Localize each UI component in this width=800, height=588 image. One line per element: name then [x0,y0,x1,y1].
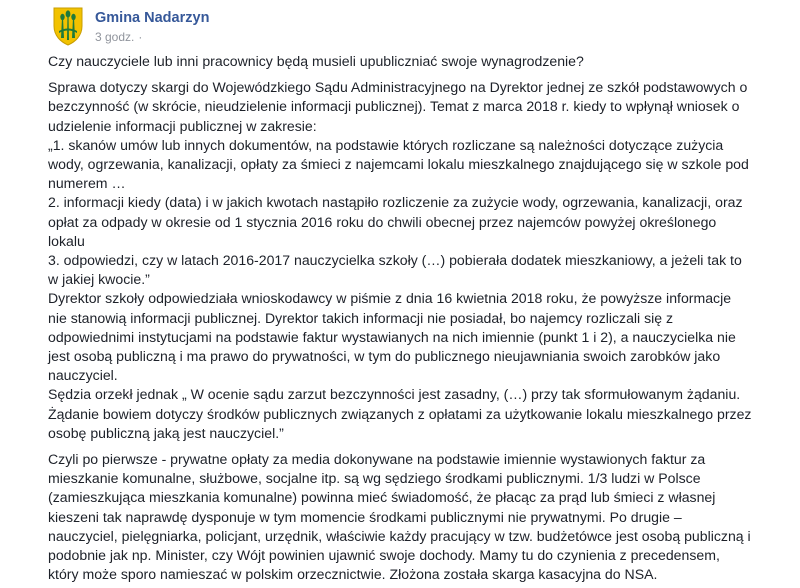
text-line: odpowiednimi instytucjami na podstawie faktur wystawianych na nich imiennie (punkt 1 i 2), a nauczycielka nie [48,328,736,345]
text-line: Sprawa dotyczy skargi do Wojewódzkiego Sądu Administracyjnego na Dyrektor jednej ze szkół podstawowych o [48,79,748,96]
text-line: 3. odpowiedzi, czy w latach 2016-2017 nauczycielka szkoły (…) pobierała dodatek mieszkaniowy, a jeżeli tak to [48,252,742,269]
text-line: nauczyciel. [48,367,118,384]
text-line: lokalu [48,232,85,249]
separator-dot: · [138,30,143,44]
post-body [48,52,788,584]
text-line: Czyli po pierwsze - prywatne opłaty za media dokonywane na podstawie imiennie wystawionych faktur za [48,451,706,468]
text-line: w jakiej kwocie.” [48,271,150,288]
text-line: numerem … [48,175,126,192]
text-line: opłat za odpady w okresie od 1 stycznia 2016 roku do chwili obecnej przez najemców powyżej określonego [48,213,717,230]
text-line: mieszkanie komunalne, służbowe, socjalne itp. są wg sędziego środkami publicznymi. 1/3 ludzi w Polsce [48,470,701,487]
text-line: Sędzia orzekł jednak „ W ocenie sądu zarzut bezczynności jest zasadny, (…) przy tak sformułowanym żądaniu. [48,386,741,403]
text-line: osobę publiczną jaką jest nauczyciel.” [48,424,284,441]
text-line: jest osobą publiczną i ma prawo do prywatności, w tym do publicznego nieujawniania swoich zarobków jako [48,348,721,365]
text-line: nauczyciel, pielęgniarka, policjant, urzędnik, właściwie każdy pracujący w tzw. budżetówce jest osobą publiczną i [48,527,751,544]
text-line: podobnie jak np. Minister, czy Wójt powinien ujawnić swoje dochody. Mamy tu do czynienia z precedensem, [48,547,720,564]
text-line: wody, ogrzewania, kanalizacji, opłaty za śmieci z najemcami lokalu mieszkalnego znajdującego się w szkole pod [48,156,749,173]
text-line: kieszeni tak naprawdę dysponuje w tym momencie środkami publicznymi nie prywatnymi. Po drugie – [48,508,682,525]
timestamp-text[interactable]: 3 godz. [95,30,135,44]
text-line: Dyrektor szkoły odpowiedziała wnioskodawcy w piśmie z dnia 16 kwietnia 2018 roku, że powyższe informacje [48,290,732,307]
post-headline: Czy nauczyciele lub inni pracownicy będą musieli upubliczniać swoje wynagrodzenie? [48,53,584,69]
text-line: który może sporo namieszać w polskim orzecznictwie. Złożona została skarga kasacyjna do NSA. [48,566,658,583]
page-name-link[interactable]: Gmina Nadarzyn [95,10,210,26]
text-line: Żądanie bowiem dotyczy środków publicznych związanych z opłatami za użytkowanie lokalu mieszkalnego przez [48,405,752,422]
text-line: udzielenie informacji publicznej w zakresie: [48,117,317,134]
post-timestamp[interactable] [95,30,142,44]
text-line: (zamieszkująca mieszkania komunalne) powinna mieć świadomość, że płacąc za prąd lub śmieci z własnej [48,489,716,506]
text-line: 2. informacji kiedy (data) i w jakich kwotach nastąpiło rozliczenie za zużycie wody, ogrzewania, kanalizacji, oraz [48,194,743,211]
text-line: bezczynność (w skrócie, nieudzielenie informacji publicznej). Temat z marca 2018 r. kiedy to wpłynął wniosek o [48,98,740,115]
text-line: nie stanowią informacji publicznej. Dyrektor takich informacji nie posiadał, bo najemcy rozliczali się z [48,309,674,326]
text-line: „1. skanów umów lub innych dokumentów, na podstawie których rozliczane są należności dotyczące zużycia [48,136,724,153]
coat-of-arms-icon[interactable] [52,6,84,46]
